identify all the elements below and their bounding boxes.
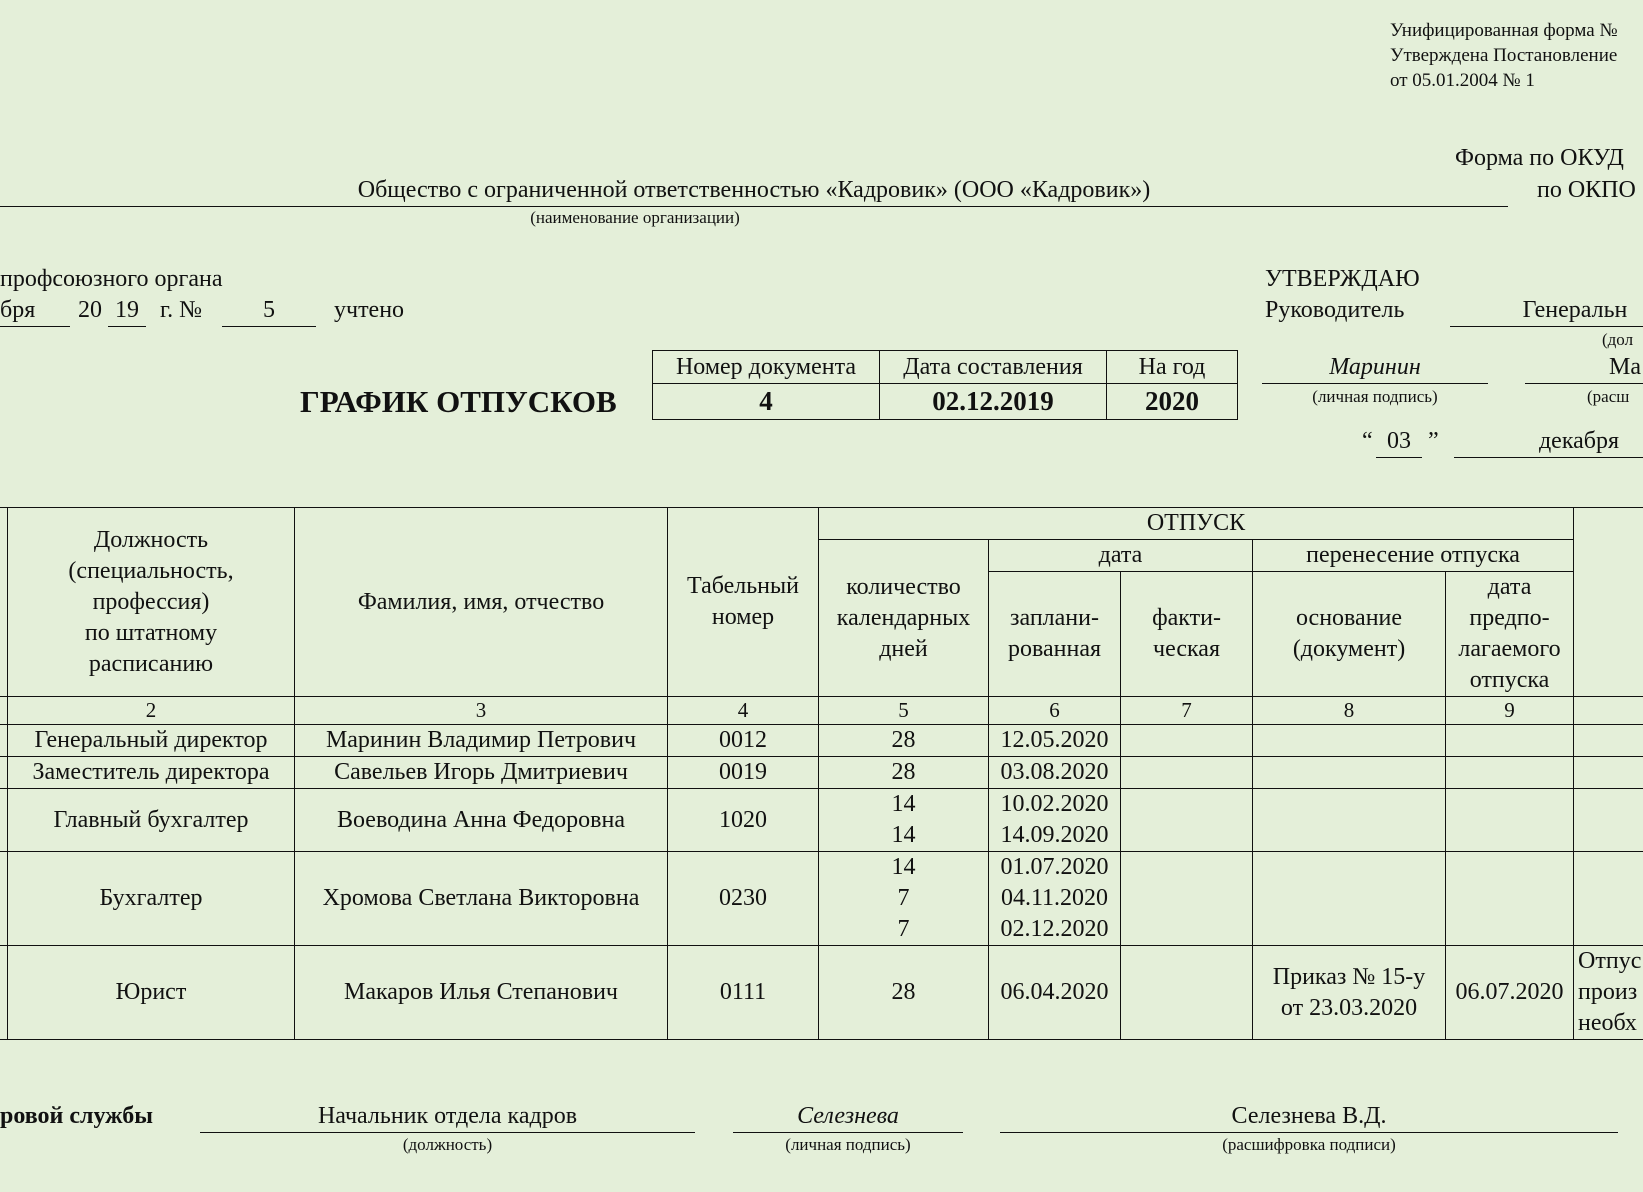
- footer-signature: Селезнева: [733, 1103, 963, 1133]
- header-vacation: ОТПУСК: [819, 508, 1574, 540]
- cell-tab: 0111: [668, 946, 819, 1040]
- col-index: [1574, 697, 1643, 725]
- table-row: [0, 789, 1643, 852]
- header-days: количество календарных дней: [819, 540, 989, 697]
- header-expected: дата предпо- лагаемого отпуска: [1446, 572, 1574, 697]
- header-planned: заплани- рованная: [989, 572, 1121, 697]
- form-line-3: от 05.01.2004 № 1: [1390, 70, 1535, 91]
- cell-name: Хромова Светлана Викторовна: [295, 852, 668, 946]
- union-month: бря: [0, 297, 70, 327]
- footer-position-caption: (должность): [402, 1135, 493, 1154]
- page-title: ГРАФИК ОТПУСКОВ: [300, 384, 617, 419]
- cell-planned: 06.04.2020: [989, 946, 1121, 1040]
- cell-days: 28: [819, 946, 989, 1040]
- union-tail: учтено: [334, 297, 405, 323]
- footer-decode-caption: (расшифровка подписи): [1222, 1135, 1396, 1154]
- cell-planned: 01.07.2020 04.11.2020 02.12.2020: [989, 852, 1121, 946]
- footer-position: Начальник отдела кадров: [200, 1103, 695, 1133]
- col-index: 5: [819, 697, 989, 725]
- cell-planned: 10.02.2020 14.09.2020: [989, 789, 1121, 852]
- union-line: профсоюзного органа: [0, 266, 223, 292]
- col-index: 7: [1121, 697, 1253, 725]
- union-year: 19: [108, 297, 146, 327]
- footer-label: ровой службы: [0, 1103, 153, 1129]
- cell-note: Отпус произ необх: [1574, 946, 1643, 1040]
- cell-position: Заместитель директора: [8, 757, 295, 789]
- cell-days: 28: [819, 725, 989, 757]
- okpo-label: по ОКПО: [1537, 177, 1636, 203]
- cell-position: Бухгалтер: [8, 852, 295, 946]
- cell-planned: 12.05.2020: [989, 725, 1121, 757]
- cell-days: 14 7 7: [819, 852, 989, 946]
- cell-name: Савельев Игорь Дмитриевич: [295, 757, 668, 789]
- col-index: 3: [295, 697, 668, 725]
- cell-days: 28: [819, 757, 989, 789]
- cell-tab: 0012: [668, 725, 819, 757]
- table-row: [0, 757, 1643, 789]
- union-num-label: г. №: [160, 297, 203, 323]
- doc-number: 4: [653, 384, 880, 420]
- org-name: Общество с ограниченной ответственностью «Кадровик» (ООО «Кадровик»): [0, 177, 1508, 207]
- cell-planned: 03.08.2020: [989, 757, 1121, 789]
- col-index: 6: [989, 697, 1121, 725]
- cell-tab: 0019: [668, 757, 819, 789]
- header-position: Должность (специальность, профессия) по штатному расписанию: [8, 508, 295, 697]
- col-index: 4: [668, 697, 819, 725]
- union-num: 5: [222, 297, 316, 327]
- cell-position: Главный бухгалтер: [8, 789, 295, 852]
- doc-header-number: Номер документа: [653, 351, 880, 384]
- doc-year: 2020: [1107, 384, 1238, 420]
- cell-name: Макаров Илья Степанович: [295, 946, 668, 1040]
- cell-tab: 0230: [668, 852, 819, 946]
- header-basis: основание (документ): [1253, 572, 1446, 697]
- approve-title: УТВЕРЖДАЮ: [1265, 266, 1420, 292]
- approve-head-label: Руководитель: [1265, 297, 1405, 323]
- vacation-table: [0, 507, 1643, 1040]
- approve-decode: Ма: [1525, 354, 1643, 384]
- approve-signature: Маринин: [1262, 354, 1488, 384]
- doc-number-box: [652, 350, 1238, 420]
- footer-decode: Селезнева В.Д.: [1000, 1103, 1618, 1133]
- org-caption: (наименование организации): [530, 208, 740, 227]
- cell-position: Генеральный директор: [8, 725, 295, 757]
- doc-date: 02.12.2019: [880, 384, 1107, 420]
- header-date: дата: [989, 540, 1253, 572]
- approve-close-quote: ”: [1428, 428, 1439, 454]
- footer-signature-caption: (личная подпись): [785, 1135, 911, 1154]
- doc-header-date: Дата составления: [880, 351, 1107, 384]
- cell-name: Воеводина Анна Федоровна: [295, 789, 668, 852]
- cell-position: Юрист: [8, 946, 295, 1040]
- approve-month: декабря: [1454, 428, 1643, 458]
- approve-decode-caption: (расш: [1587, 387, 1630, 406]
- col-index: [0, 697, 8, 725]
- cell-tab: 1020: [668, 789, 819, 852]
- col-index: 8: [1253, 697, 1446, 725]
- approve-position: Генеральн: [1450, 297, 1643, 327]
- table-row: [0, 725, 1643, 757]
- doc-header-year: На год: [1107, 351, 1238, 384]
- approve-signature-caption: (личная подпись): [1312, 387, 1438, 406]
- form-line-1: Унифицированная форма №: [1390, 20, 1618, 41]
- header-tab-number: Табельный номер: [668, 508, 819, 697]
- header-transfer: перенесение отпуска: [1253, 540, 1574, 572]
- header-name: Фамилия, имя, отчество: [295, 508, 668, 697]
- col-number-header: [0, 508, 8, 697]
- header-note: [1574, 508, 1643, 697]
- cell-name: Маринин Владимир Петрович: [295, 725, 668, 757]
- header-actual: факти- ческая: [1121, 572, 1253, 697]
- form-line-2: Утверждена Постановление: [1390, 45, 1618, 66]
- approve-position-caption: (дол: [1602, 330, 1634, 349]
- okud-label: Форма по ОКУД: [1455, 145, 1624, 171]
- cell-expected: 06.07.2020: [1446, 946, 1574, 1040]
- cell-basis: Приказ № 15-у от 23.03.2020: [1253, 946, 1446, 1040]
- union-year-prefix: 20: [78, 297, 102, 323]
- cell-days: 14 14: [819, 789, 989, 852]
- col-index: 9: [1446, 697, 1574, 725]
- table-row: [0, 852, 1643, 946]
- col-index: 2: [8, 697, 295, 725]
- table-row: [0, 946, 1643, 1040]
- approve-day: 03: [1376, 428, 1422, 458]
- approve-open-quote: “: [1362, 428, 1373, 454]
